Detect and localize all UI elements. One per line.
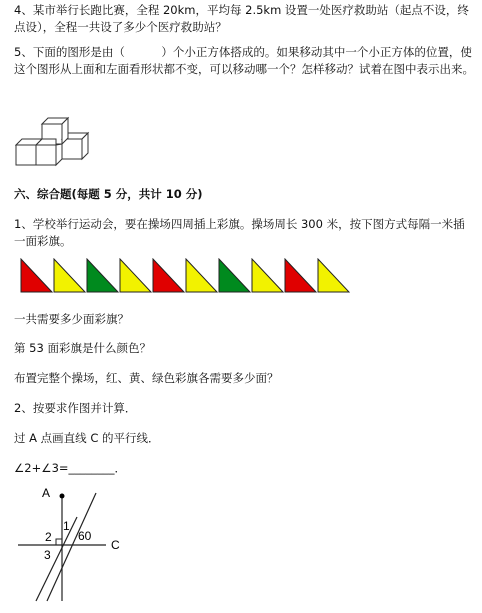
flag-red (153, 259, 184, 292)
question-4-text: 4、某市举行长跑比赛，全程 20km，平均每 2.5km 设置一处医疗救助站（起点不设，终点设），全程一共设了多少个医疗救助站？ (14, 3, 469, 34)
flag-sequence (20, 258, 350, 294)
flag-green (87, 259, 118, 292)
flag-red (21, 259, 52, 292)
flag-red (285, 259, 316, 292)
angle-value-60: 60 (78, 529, 92, 543)
problem-1-question-3: 布置完整个操场，红、黄、绿色彩旗各需要多少面？ (14, 371, 279, 385)
right-angle-mark (56, 539, 62, 545)
label-a: A (42, 486, 51, 500)
label-c: C (111, 538, 120, 552)
angle-2-label: 2 (45, 530, 52, 544)
flag-yellow (120, 259, 151, 292)
problem-1-question-2: 第 53 面彩旗是什么颜色？ (14, 341, 151, 355)
point-a (60, 494, 65, 499)
problem-2-instruction: 过 A 点画直线 C 的平行线． (14, 431, 160, 445)
problem-1-text: 1、学校举行运动会，要在操场四周插上彩旗。操场周长 300 米，按下图方式每隔一米插一面彩旗。 (14, 217, 465, 248)
flag-yellow (186, 259, 217, 292)
question-5-text: 5、下面的图形是由（ ）个小正方体搭成的。如果移动其中一个小正方体的位置，使这个图形从上面和左面看形状都不变，可以移动哪一个？怎样移动？试着在图中表示出来。 (14, 45, 474, 76)
slanted-line-lower (36, 517, 77, 601)
flag-green (219, 259, 250, 292)
problem-2-text: 2、按要求作图并计算． (14, 401, 137, 415)
parallel-line-figure (14, 485, 134, 603)
flag-yellow (252, 259, 283, 292)
section-6-heading: 六、综合题(每题 5 分，共计 10 分) (14, 187, 203, 201)
flag-yellow (54, 259, 85, 292)
cube-stack-figure (15, 112, 97, 170)
angle-3-label: 3 (44, 548, 51, 562)
angle-1-label: 1 (63, 519, 70, 533)
flag-yellow (318, 259, 349, 292)
angle-sum-formula: ∠2+∠3=________． (14, 461, 127, 475)
slanted-line-upper (47, 493, 96, 601)
problem-1-question-1: 一共需要多少面彩旗？ (14, 312, 129, 326)
